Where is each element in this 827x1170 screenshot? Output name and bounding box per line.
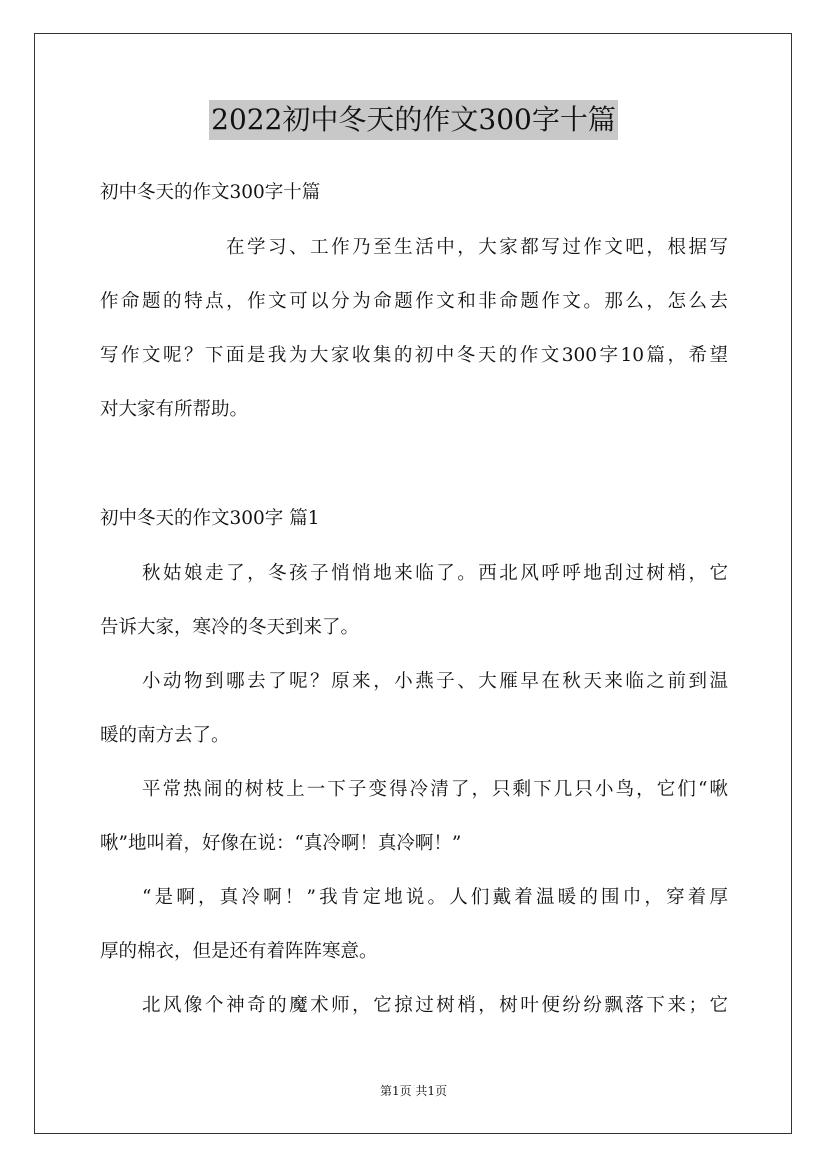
paragraph-line: “是啊，真冷啊！”我肯定地说。人们戴着温暖的围巾，穿着厚 bbox=[142, 887, 728, 908]
paragraph-line: 厚的棉衣，但是还有着阵阵寒意。 bbox=[100, 941, 378, 962]
paragraph-line: 北风像个神奇的魔术师，它掠过树梢，树叶便纷纷飘落下来；它 bbox=[142, 995, 728, 1016]
intro-line: 对大家有所帮助。 bbox=[100, 399, 249, 420]
paragraph-line: 暖的南方去了。 bbox=[100, 725, 230, 746]
page-footer: 第1页 共1页 bbox=[379, 1084, 448, 1098]
title-container bbox=[0, 100, 827, 140]
paragraph-line: 告诉大家，寒冷的冬天到来了。 bbox=[100, 617, 360, 638]
intro-line: 在学习、工作乃至生活中，大家都写过作文吧，根据写 bbox=[226, 237, 728, 258]
section-heading: 初中冬天的作文300字 篇1 bbox=[100, 508, 320, 529]
paragraph-line: 啾”地叫着，好像在说：“真冷啊！真冷啊！” bbox=[100, 833, 462, 854]
paragraph-line: 秋姑娘走了，冬孩子悄悄地来临了。西北风呼呼地刮过树梢，它 bbox=[142, 563, 728, 584]
intro-line: 作命题的特点，作文可以分为命题作文和非命题作文。那么，怎么去 bbox=[100, 291, 728, 312]
paragraph-line: 平常热闹的树枝上一下子变得冷清了，只剩下几只小鸟，它们“啾 bbox=[142, 779, 728, 800]
paragraph-line: 小动物到哪去了呢？原来，小燕子、大雁早在秋天来临之前到温 bbox=[142, 671, 728, 692]
subtitle: 初中冬天的作文300字十篇 bbox=[100, 182, 321, 203]
intro-line: 写作文呢？下面是我为大家收集的初中冬天的作文300字10篇，希望 bbox=[100, 345, 728, 366]
document-title: 2022初中冬天的作文300字十篇 bbox=[209, 100, 618, 140]
